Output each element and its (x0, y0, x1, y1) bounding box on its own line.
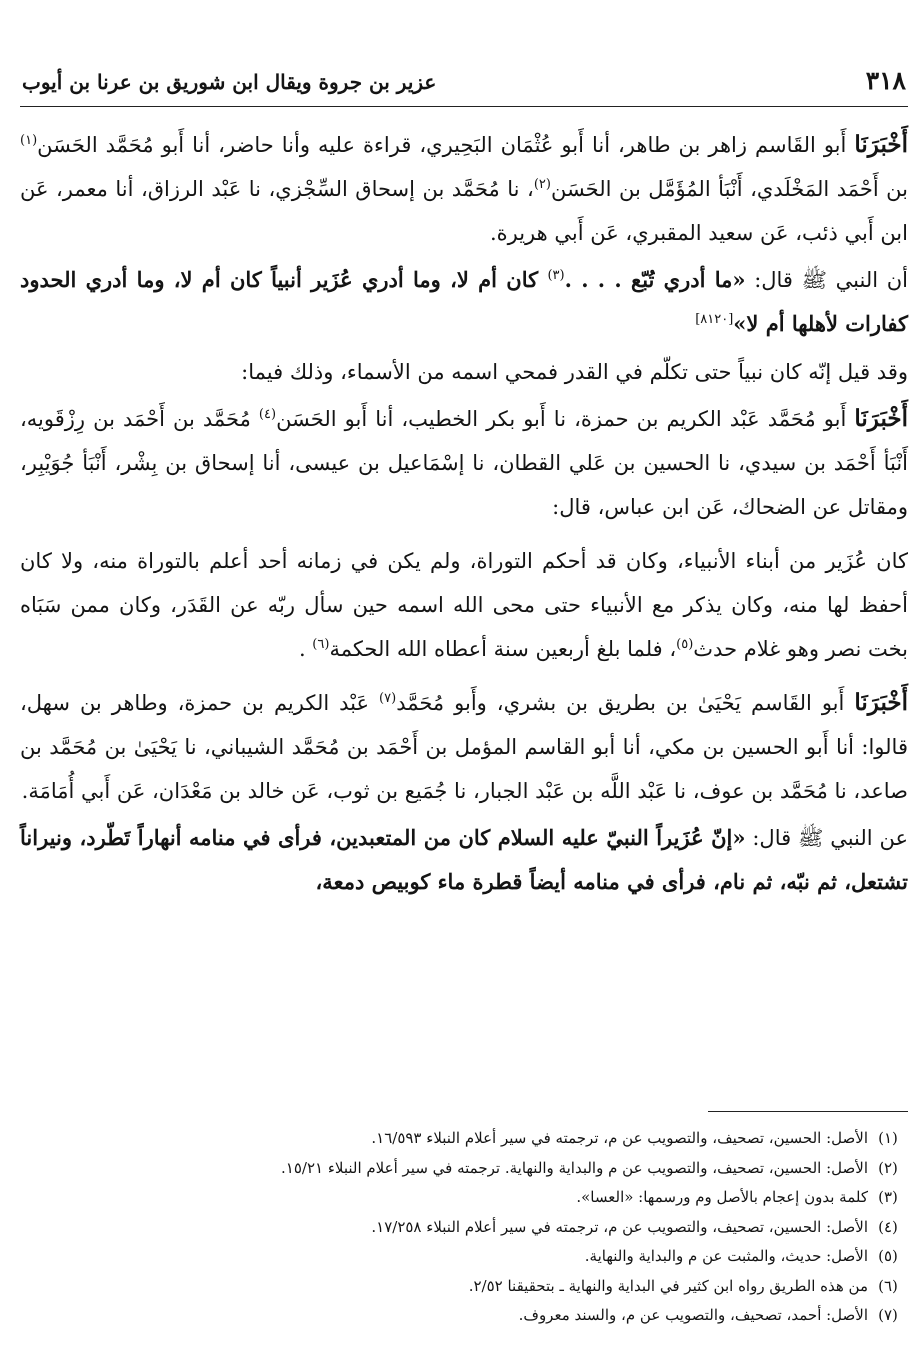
footnote-item (20, 1213, 908, 1243)
paragraph-text: عَبْد الكريم بن حمزة، وطاهر بن سهل، قالوا: أنا أَبو الحسين بن مكي، أنا أبو القاسم المؤمل بن أَحْمَد بن مُحَمَّد الشيباني، نا يَحْيَىٰ بن مُحَمَّد بن صاعد، نا مُحَمَّد بن عوف، نا عَبْد اللَّه بن عَبْد الجبار، نا جُمَيع بن ثوب، عَن خالد بن مَعْدَان، عَن أَبي أُمَامَة. (20, 691, 908, 803)
paragraph-text: أَبو القَاسم زاهر بن طاهر، أنا أَبو عُثْمَان البَحِيري، قراءة عليه وأنا حاضر، أنا أَبو مُحَمَّد الحَسَن (37, 133, 855, 157)
footnote-item (20, 1124, 908, 1154)
akhbarana-word: أَخْبَرَنَا (854, 131, 908, 158)
paragraph-text: ، فلما بلغ أربعين سنة أعطاه الله الحكمة (329, 637, 677, 661)
hadith-text: كان أم لا، وما أدري عُزَير أنبياً كان أم لا، وما أدري الحدود كفارات لأهلها أم لا» (20, 267, 908, 336)
paragraph-narration (20, 539, 908, 671)
footnote-ref-7[interactable]: (٧) (379, 691, 397, 706)
footnote-number: (٦) (878, 1276, 898, 1295)
footnotes-section (20, 1111, 908, 1331)
footnote-text: من هذه الطريق رواه ابن كثير في البداية والنهاية ـ بتحقيقنا ٢/٥٢. (468, 1276, 868, 1295)
footnote-item (20, 1272, 908, 1302)
paragraph-isnad-3 (20, 681, 908, 813)
book-page (20, 66, 909, 1324)
footnote-item (20, 1183, 908, 1213)
footnote-number: (١) (878, 1129, 898, 1147)
paragraph-text: أَبو مُحَمَّد عَبْد الكريم بن حمزة، نا أَبو بكر الخطيب، أنا أَبو الحَسَن (276, 407, 855, 431)
paragraph-text: أَبو القَاسم يَحْيَىٰ بن بطريق بن بشري، وأَبو مُحَمَّد (396, 691, 855, 715)
footnote-text: الأصل: أحمد، تصحيف، والتصويب عن م، والسند معروف. (518, 1306, 868, 1324)
footnote-ref-5[interactable]: (٥) (676, 637, 694, 652)
footnote-item (20, 1154, 908, 1184)
footnote-item (20, 1242, 908, 1272)
paragraph-hadith-1 (20, 258, 908, 346)
footnote-ref-2[interactable]: (٢) (533, 177, 551, 192)
page-number: ٣١٨ (865, 66, 906, 95)
paragraph-note (20, 350, 908, 394)
footnote-item (20, 1301, 908, 1331)
paragraph-text: مُحَمَّد بن أَحْمَد بن رِزْقَويه، أَنْبَأ أَحْمَد بن سيدي، نا الحسين بن عَلي القطان، نا إسْمَاعيل بن عيسى، أنا إسحاق بن بِشْر، أَنْبَأ جُوَيْبِر، ومقاتل عن الضحاك، عَن ابن عباس، قال: (20, 407, 908, 519)
paragraph-hadith-2 (20, 816, 908, 904)
akhbarana-word: أَخْبَرَنَا (854, 405, 908, 432)
footnote-number: (٣) (878, 1188, 898, 1206)
footnote-number: (٧) (878, 1306, 898, 1324)
footnote-number: (٤) (878, 1217, 898, 1236)
footnote-number: (٢) (878, 1158, 898, 1177)
paragraph-text: . (298, 637, 313, 661)
footnote-ref-1[interactable]: (١) (20, 133, 38, 148)
footnote-ref-3[interactable]: (٣) (547, 268, 565, 283)
footnote-text: الأصل: حديث، والمثبت عن م والبداية والنهاية. (584, 1247, 868, 1265)
page-header (20, 66, 908, 107)
main-text (20, 123, 908, 904)
hadith-number: [٨١٢٠] (695, 312, 734, 327)
paragraph-isnad-1 (20, 123, 908, 255)
footnote-ref-4[interactable]: (٤) (258, 407, 277, 422)
paragraph-text: عن النبي ﷺ قال: (745, 826, 909, 850)
footnote-ref-6[interactable]: (٦) (312, 637, 330, 652)
paragraph-text: أن النبي ﷺ قال: (745, 268, 908, 292)
footnote-text: الأصل: الحسين، تصحيف، والتصويب عن م والبداية والنهاية. ترجمته في سير أعلام النبلاء ١٥/٢١. (281, 1158, 868, 1177)
akhbarana-word: أَخْبَرَنَا (854, 689, 908, 716)
paragraph-text: ، نا مُحَمَّد بن إسحاق السِّجْزي، نا عَبْد الرزاق، أنا معمر، عَن ابن أَبي ذئب، عَن سعيد المقبري، عَن أَبي هريرة. (20, 177, 908, 245)
footnote-divider (708, 1111, 908, 1112)
footnote-number: (٥) (878, 1247, 898, 1265)
footnote-text: كلمة بدون إعجام بالأصل وم ورسمها: «العسا». (576, 1188, 868, 1206)
footnote-text: الأصل: الحسين، تصحيف، والتصويب عن م، ترجمته في سير أعلام النبلاء ١٦/٥٩٣. (371, 1129, 868, 1147)
hadith-text: «إنّ عُزَيراً النبيّ عليه السلام كان من المتعبدين، فرأى في منامه أنهاراً تَطّرد، ونيراناً تشتعل، ثم نبّه، ثم نام، فرأى في منامه أيضاً قطرة ماء كوبيص دمعة، (20, 825, 908, 894)
paragraph-text: كان عُزَير من أبناء الأنبياء، وكان قد أحكم التوراة، ولم يكن في زمانه أحد أعلم بالتوراة منه، ولا كان أحفظ لها منه، وكان يذكر مع الأنبياء حتى محى الله اسمه حين سأل ربّه عن القَدَر، وكان ممن سَبَاه بخت نصر وهو غلام حدث (20, 549, 908, 661)
paragraph-text: وقد قيل إنّه كان نبياً حتى تكلّم في القدر فمحي اسمه من الأسماء، وذلك فيما: (241, 360, 908, 384)
footnote-text: الأصل: الحسين، تصحيف، والتصويب عن م، ترجمته في سير أعلام النبلاء ١٧/٢٥٨. (371, 1217, 868, 1236)
running-head: عزير بن جروة ويقال ابن شوريق بن عرنا بن أيوب (22, 70, 437, 94)
paragraph-text: بن أَحْمَد المَخْلَدي، أَنْبَأ المُؤَمَّل بن الحَسَن (550, 177, 909, 201)
paragraph-isnad-2 (20, 397, 908, 529)
hadith-text: «ما أدري تُبّع . . . . (564, 267, 746, 292)
